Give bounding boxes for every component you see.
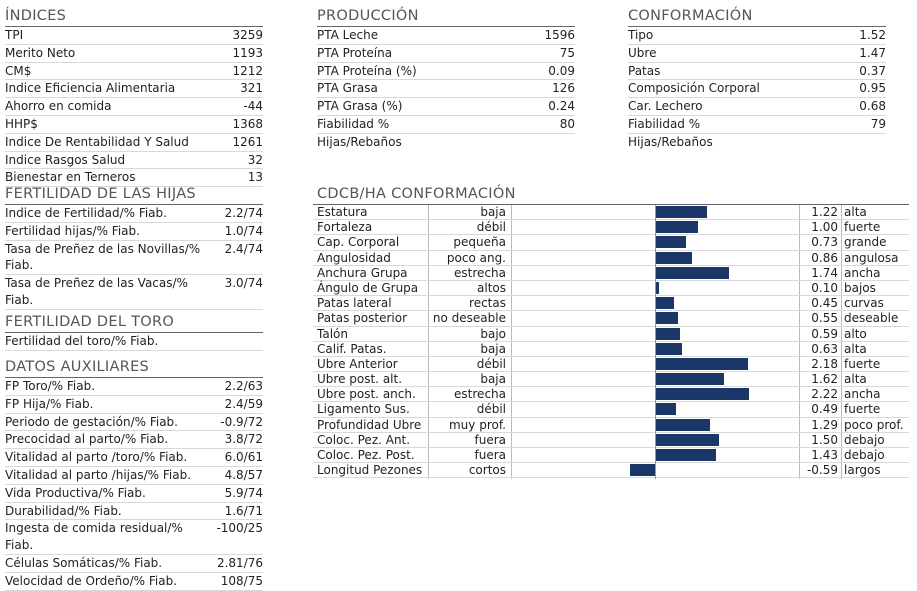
chart-row [313,251,909,266]
high-label: debajo [844,432,885,447]
row-label: Fiabilidad % [317,116,390,131]
row-label: FP Toro/% Fiab. [5,379,96,393]
chart-title: CDCB/HA CONFORMACIÓN [313,184,909,205]
row-label: Ingesta de comida residual/% Fiab. [5,521,183,553]
chart-row [313,281,909,296]
table-row [317,80,575,98]
high-label: alta [844,205,867,219]
high-label: grande [844,235,887,250]
low-label: débil [476,402,506,417]
table-row [5,152,263,170]
chart-row [313,266,909,281]
high-label: poco prof. [844,417,904,432]
trait-label: Cap. Corporal [317,235,400,250]
value-label: 0.63 [811,341,838,356]
chart-row [313,327,909,342]
table-row [5,414,263,432]
low-label: bajo [480,326,506,341]
table-row [5,275,263,310]
low-label: muy prof. [448,417,506,432]
table-row [5,333,263,351]
chart-row [313,402,909,417]
chart-row [313,418,909,433]
row-label: Precocidad al parto/% Fiab. [5,432,169,447]
row-label: Merito Neto [5,45,76,60]
datos-auxiliares-section [5,357,263,591]
row-label: Bienestar en Terneros [5,170,136,185]
row-label: Fertilidad del toro/% Fiab. [5,334,159,348]
trait-label: Estatura [317,205,368,219]
row-value: 4.8/57 [224,467,263,482]
chart-row [313,357,909,372]
table-row [317,45,575,63]
chart-row [313,205,909,220]
chart-row [313,311,909,326]
row-label: PTA Proteína (%) [317,63,417,78]
row-label: PTA Leche [317,28,379,42]
low-label: fuera [474,448,506,462]
row-label: Car. Lechero [628,99,703,114]
high-label: alta [844,341,867,356]
trait-label: Patas posterior [317,311,408,326]
row-label: FP Hija/% Fiab. [5,396,94,411]
table-row [317,116,575,134]
row-label: CM$ [5,63,32,78]
value-label: 1.50 [811,432,838,447]
produccion-title: PRODUCCIÓN [317,6,575,27]
chart-bar [655,206,707,218]
low-label: no deseable [432,311,506,326]
row-value: 32 [247,152,263,167]
row-value: 1.6/71 [224,503,263,518]
high-label: fuerte [844,402,881,417]
row-value: 108/75 [220,573,263,588]
produccion-section [317,6,575,151]
table-row [5,27,263,45]
row-value: 0.37 [859,63,886,78]
row-value: 79 [870,116,886,131]
indices-table [5,27,263,187]
low-label: estrecha [454,265,506,280]
value-label: 0.55 [811,311,838,326]
table-row [5,396,263,414]
chart-bar [655,434,719,446]
value-label: 2.22 [811,387,838,402]
table-row [5,431,263,449]
trait-label: Coloc. Pez. Ant. [317,432,411,447]
high-label: fuerte [844,220,881,235]
row-value: 1.0/74 [224,223,263,238]
low-label: baja [480,205,506,219]
value-label: 0.73 [811,235,838,250]
chart-rows [313,205,909,478]
row-value: 13 [247,170,263,185]
conformacion-table [628,27,886,151]
low-label: baja [480,341,506,356]
row-value: 3.8/72 [224,432,263,447]
trait-label: Ubre post. anch. [317,387,416,402]
row-label: Vitalidad al parto /hijas/% Fiab. [5,467,192,482]
row-label: Tasa de Preñez de las Novillas/% Fiab. [5,241,201,273]
row-value: 0.95 [859,81,886,96]
row-value: 1368 [232,116,263,131]
trait-label: Ángulo de Grupa [317,280,419,295]
row-value: 126 [552,81,575,96]
table-row [5,134,263,152]
chart-bar [655,419,710,431]
row-label: HHP$ [5,116,38,131]
value-label: 2.18 [811,356,838,371]
row-value: 321 [240,81,263,96]
fertilidad-hijas-title: FERTILIDAD DE LAS HIJAS [5,184,263,205]
row-label: Patas [628,63,661,78]
value-label: 0.49 [811,402,838,417]
chart-bar [655,403,676,415]
chart-row [313,220,909,235]
table-row [5,573,263,591]
row-label: Composición Corporal [628,81,760,96]
high-label: fuerte [844,356,881,371]
value-label: 1.00 [811,220,838,235]
row-value: 3.0/74 [224,276,263,291]
value-label: 0.86 [811,250,838,265]
row-value: 2.4/74 [224,241,263,256]
value-label: 0.45 [811,296,838,311]
datos-auxiliares-title: DATOS AUXILIARES [5,357,263,378]
table-row [5,241,263,276]
high-label: alto [844,326,867,341]
row-value: 2.2/74 [224,206,263,220]
value-label: 1.62 [811,372,838,387]
low-label: poco ang. [446,250,506,265]
chart-bar [655,343,682,355]
table-row [5,378,263,396]
row-label: Hijas/Rebaños [317,134,402,149]
trait-label: Longitud Pezones [317,463,423,478]
high-label: debajo [844,448,885,462]
row-value: 2.2/63 [224,379,263,393]
chart-bar [655,312,678,324]
row-value: 0.24 [548,99,575,114]
row-value: 1.47 [859,45,886,60]
row-value: 1261 [232,134,263,149]
table-row [5,503,263,521]
low-label: cortos [468,463,506,478]
row-value: 2.4/59 [224,396,263,411]
row-label: Tasa de Preñez de las Vacas/% Fiab. [5,276,188,307]
table-row [628,45,886,63]
row-value: 0.68 [859,99,886,114]
row-label: Indice Rasgos Salud [5,152,126,167]
fertilidad-toro-section [5,312,263,351]
row-value: 1212 [232,63,263,78]
table-row [317,63,575,81]
high-label: ancha [844,387,881,402]
row-label: Vida Productiva/% Fiab. [5,485,146,500]
chart-bar [655,236,686,248]
chart-bar [655,221,698,233]
table-row [5,98,263,116]
fertilidad-hijas-section [5,184,263,310]
value-label: 1.29 [811,417,838,432]
fertilidad-toro-title: FERTILIDAD DEL TORO [5,312,263,333]
table-row [5,116,263,134]
table-row [5,45,263,63]
row-label: Vitalidad al parto /toro/% Fiab. [5,450,188,465]
table-row [5,63,263,81]
trait-label: Calif. Patas. [317,341,387,356]
row-label: Fertilidad hijas/% Fiab. [5,223,140,238]
row-label: Durabilidad/% Fiab. [5,503,122,518]
table-row [628,63,886,81]
row-label: Velocidad de Ordeño/% Fiab. [5,573,178,588]
row-value: -100/25 [216,521,263,536]
row-label: Indice De Rentabilidad Y Salud [5,134,189,149]
trait-label: Profundidad Ubre [317,417,422,432]
row-value: 6.0/61 [224,450,263,465]
chart-bar [655,252,692,264]
low-label: débil [476,356,506,371]
trait-label: Anchura Grupa [317,265,408,280]
produccion-table [317,27,575,151]
low-label: pequeña [453,235,506,250]
table-row [628,134,886,151]
row-value: 3259 [232,28,263,42]
row-label: PTA Proteína [317,45,393,60]
low-label: estrecha [454,387,506,402]
trait-label: Fortaleza [317,220,373,235]
fertilidad-toro-table [5,333,263,351]
chart-row [313,372,909,387]
low-label: rectas [469,296,506,311]
row-value: 1193 [232,45,263,60]
high-label: angulosa [844,250,899,265]
chart-bar [655,449,716,461]
table-row [628,80,886,98]
value-label: -0.59 [806,463,838,478]
row-value: 1.52 [859,28,886,42]
value-label: 1.74 [811,265,838,280]
row-label: Indice de Fertilidad/% Fiab. [5,206,167,220]
zero-axis-line [655,205,656,479]
row-value: 5.9/74 [224,485,263,500]
row-value: -0.9/72 [220,414,263,429]
row-value: -44 [243,99,263,114]
low-label: altos [477,280,506,295]
row-value: 2.81/76 [216,555,263,570]
fertilidad-hijas-table [5,205,263,310]
chart-row [313,296,909,311]
indices-title: ÍNDICES [5,6,263,27]
row-label: Hijas/Rebaños [628,134,713,149]
table-row [5,80,263,98]
table-row [317,134,575,151]
chart-row [313,448,909,463]
value-label: 1.43 [811,448,838,462]
high-label: alta [844,372,867,387]
trait-label: Angulosidad [317,250,391,265]
table-row [5,449,263,467]
trait-label: Talón [317,326,348,341]
low-label: baja [480,372,506,387]
table-row [5,485,263,503]
chart-bar [630,464,655,476]
table-row [5,555,263,573]
conformacion-linear-chart [313,184,909,478]
trait-label: Ubre post. alt. [317,372,403,387]
row-value: 75 [559,45,575,60]
trait-label: Ligamento Sus. [317,402,410,417]
chart-bar [655,358,748,370]
chart-row [313,235,909,250]
low-label: débil [476,220,506,235]
high-label: largos [844,463,881,478]
chart-bar [655,328,680,340]
chart-bar [655,388,749,400]
high-label: ancha [844,265,881,280]
row-label: PTA Grasa (%) [317,99,403,114]
table-row [5,205,263,223]
chart-row [313,342,909,357]
row-value: 1596 [544,28,575,42]
chart-row [313,387,909,402]
low-label: fuera [474,432,506,447]
row-label: Células Somáticas/% Fiab. [5,555,163,570]
row-label: Ubre [628,45,657,60]
conformacion-title: CONFORMACIÓN [628,6,886,27]
datos-auxiliares-table [5,378,263,591]
table-row [628,98,886,116]
row-label: Tipo [628,28,654,42]
row-label: Fiabilidad % [628,116,701,131]
trait-label: Patas lateral [317,296,392,311]
table-row [628,116,886,134]
row-label: TPI [5,28,24,42]
high-label: deseable [844,311,899,326]
value-label: 1.22 [811,205,838,219]
table-row [5,467,263,485]
conformacion-section [628,6,886,151]
value-label: 0.59 [811,326,838,341]
table-row [628,27,886,45]
high-label: curvas [844,296,884,311]
chart-bar [655,373,724,385]
row-value: 80 [559,116,575,131]
high-label: bajos [844,280,876,295]
trait-label: Ubre Anterior [317,356,398,371]
chart-bar [655,297,674,309]
chart-bar [655,267,729,279]
chart-row [313,433,909,448]
trait-label: Coloc. Pez. Post. [317,448,415,462]
row-label: PTA Grasa [317,81,378,96]
table-row [5,520,263,555]
row-label: Periodo de gestación/% Fiab. [5,414,178,429]
row-label: Ahorro en comida [5,99,112,114]
value-label: 0.10 [811,280,838,295]
table-row [317,27,575,45]
table-row [317,98,575,116]
table-row [5,223,263,241]
indices-section [5,6,263,187]
row-value: 0.09 [548,63,575,78]
row-label: Indice Eficiencia Alimentaria [5,81,176,96]
chart-row [313,463,909,478]
